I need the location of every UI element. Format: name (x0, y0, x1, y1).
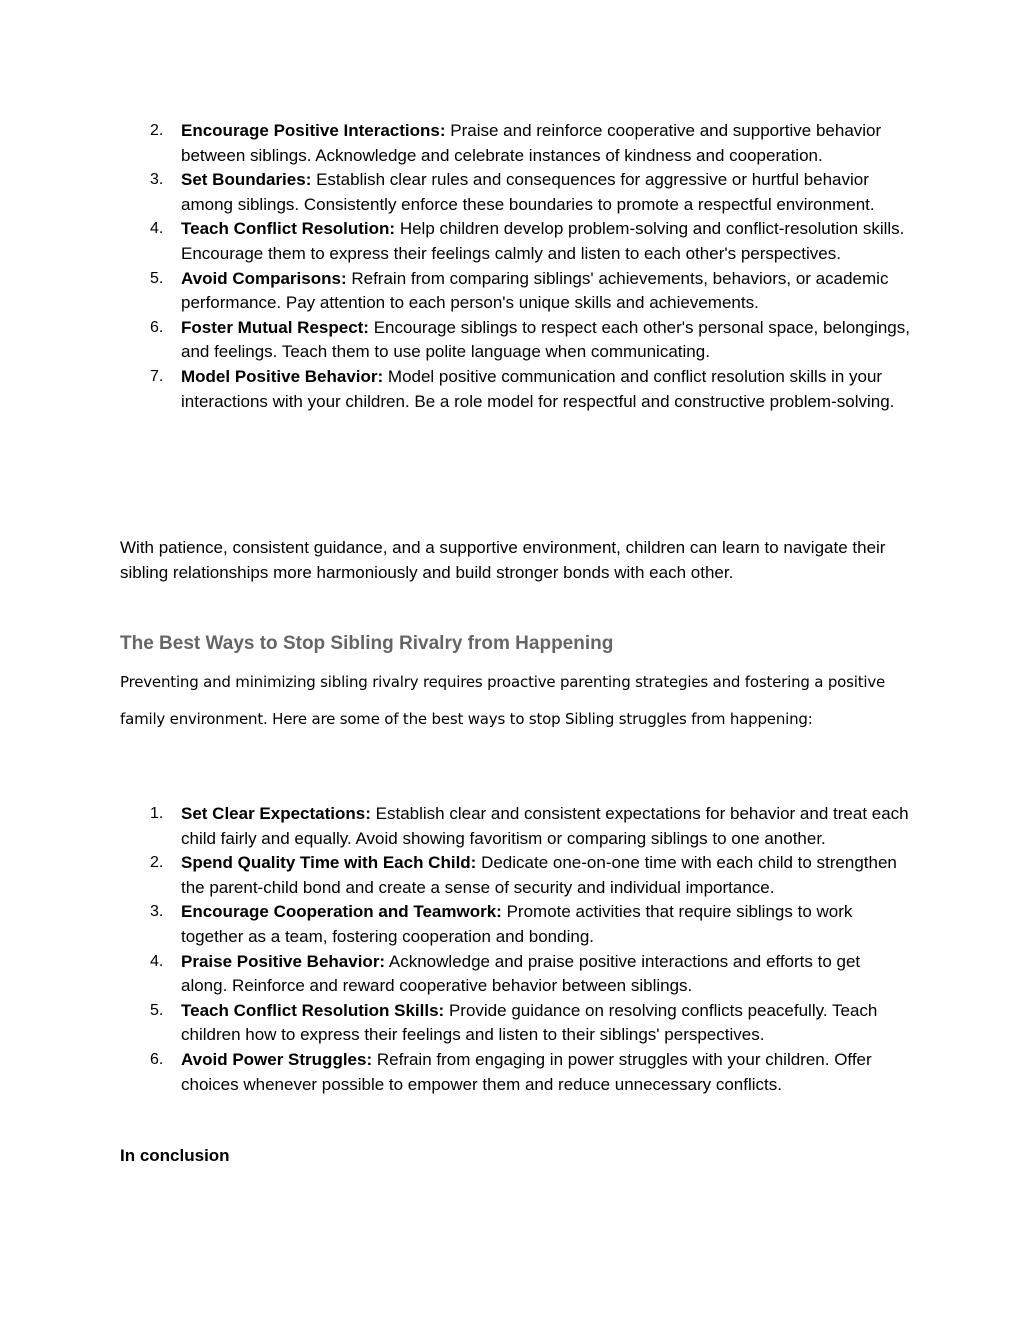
list-item (120, 1048, 910, 1097)
list-number: 1. (150, 805, 164, 822)
list-term: Spend Quality Time with Each Child: (181, 853, 477, 873)
strategies-list (120, 119, 910, 414)
list-text: Establish clear and consistent expectations for behavior and treat each child fairly and equally. Avoid showing favoritism or comparing siblings to one another. (181, 804, 909, 848)
list-number: 7. (150, 367, 164, 385)
list-item (120, 950, 910, 999)
summary-paragraph: With patience, consistent guidance, and a supportive environment, children can learn to navigate their sibling relationships more harmoniously and build stronger bonds with each other. (120, 538, 886, 582)
list-text: Help children develop problem-solving and conflict-resolution skills. Encourage them to express their feelings calmly and listen to each other's perspectives. (181, 219, 905, 263)
section-heading: The Best Ways to Stop Sibling Rivalry from Happening (120, 633, 614, 654)
list-number: 6. (150, 1050, 164, 1068)
list-text: Establish clear rules and consequences for aggressive or hurtful behavior among siblings. Consistently enforce these boundaries to promote a respectful environment. (181, 170, 875, 214)
list-item (120, 999, 910, 1048)
list-number: 5. (150, 269, 164, 287)
list-item (120, 217, 910, 266)
list-number: 3. (150, 903, 164, 921)
list-item (120, 802, 910, 851)
list-text: Dedicate one-on-one time with each child to strengthen the parent-child bond and create a sense of security and individual importance. (181, 853, 897, 897)
section-intro: Preventing and minimizing sibling rivalry requires proactive parenting strategies and fostering a positive family environment. Here are some of the best ways to stop Sibling struggles from happening: (120, 673, 886, 728)
list-text: Acknowledge and praise positive interactions and efforts to get along. Reinforce and reward cooperative behavior between siblings. (181, 951, 861, 996)
list-number: 5. (150, 1001, 164, 1019)
list-item (120, 365, 910, 414)
list-term: Set Clear Expectations: (181, 804, 371, 823)
list-item (120, 316, 910, 365)
list-term: Avoid Comparisons: (181, 268, 347, 288)
list-item (120, 119, 910, 168)
list-item (120, 168, 910, 217)
list-term: Encourage Cooperation and Teamwork: (181, 902, 502, 922)
list-item (120, 851, 910, 900)
list-item (120, 900, 910, 949)
list-text: Promote activities that require siblings to work together as a team, fostering cooperation and bonding. (181, 902, 853, 946)
prevention-list (120, 802, 910, 1097)
list-text: Refrain from comparing siblings' achievements, behaviors, or academic performance. Pay attention to each person's unique skills and achievements. (181, 268, 889, 313)
list-term: Teach Conflict Resolution Skills: (181, 1000, 445, 1020)
list-number: 3. (150, 171, 164, 189)
list-term: Encourage Positive Interactions: (181, 121, 446, 140)
list-term: Teach Conflict Resolution: (181, 219, 396, 239)
conclusion-heading: In conclusion (120, 1146, 230, 1165)
list-number: 2. (150, 122, 164, 139)
list-text: Encourage siblings to respect each other's personal space, belongings, and feelings. Teach them to use polite language when communicating. (181, 317, 910, 362)
list-text: Praise and reinforce cooperative and supportive behavior between siblings. Acknowledge and celebrate instances of kindness and cooperation. (181, 121, 882, 165)
list-text: Refrain from engaging in power struggles with your children. Offer choices whenever possible to empower them and reduce unnecessary conflicts. (181, 1049, 872, 1094)
list-item (120, 267, 910, 316)
list-number: 4. (150, 220, 164, 238)
list-number: 6. (150, 318, 164, 336)
list-term: Foster Mutual Respect: (181, 317, 369, 337)
list-number: 2. (150, 854, 164, 872)
list-term: Model Positive Behavior: (181, 366, 384, 386)
list-text: Model positive communication and conflict resolution skills in your interactions with your children. Be a role model for respectful and constructive problem-solving. (181, 366, 895, 411)
list-term: Avoid Power Struggles: (181, 1049, 373, 1069)
list-text: Provide guidance on resolving conflicts peacefully. Teach children how to express their feelings and listen to their siblings' perspectives. (181, 1000, 878, 1045)
list-number: 4. (150, 952, 164, 970)
list-term: Praise Positive Behavior: (181, 951, 386, 971)
list-term: Set Boundaries: (181, 170, 312, 190)
